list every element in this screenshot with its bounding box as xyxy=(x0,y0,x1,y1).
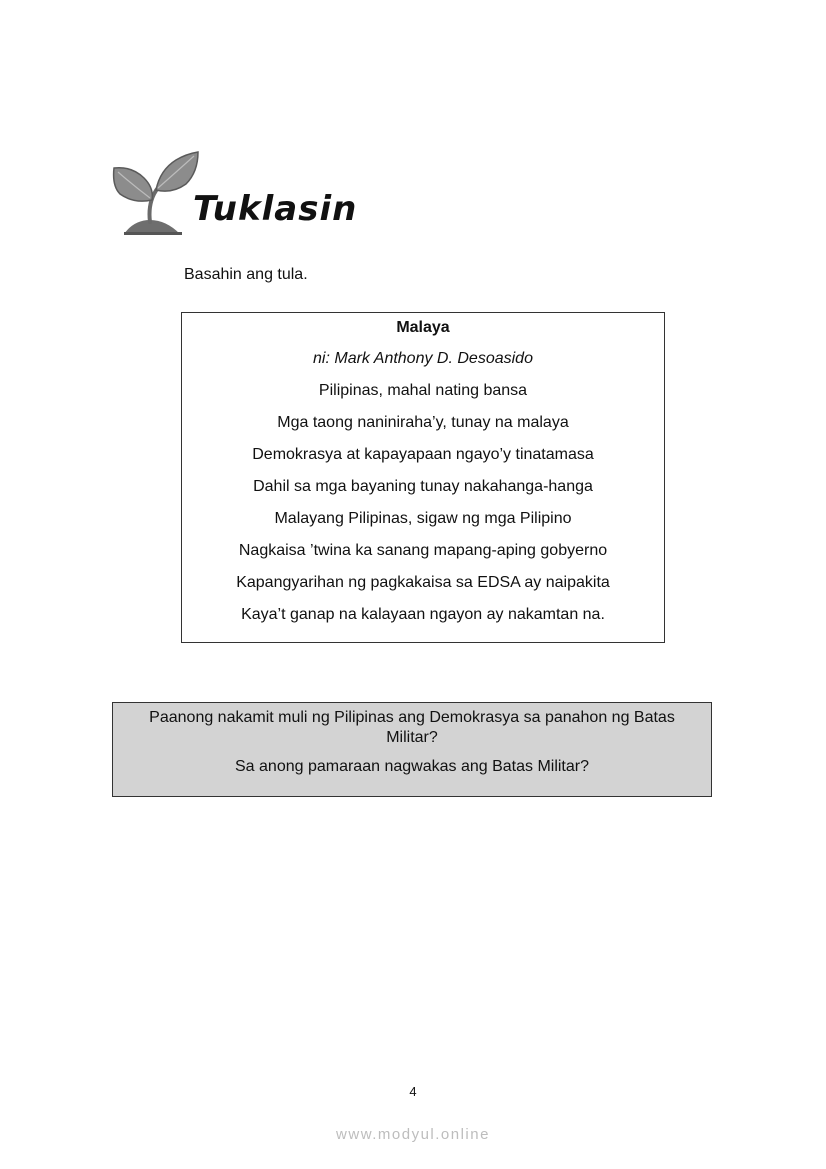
page-number: 4 xyxy=(409,1084,417,1099)
poem-line: Kaya’t ganap na kalayaan ngayon ay nakamtan na. xyxy=(241,606,605,623)
poem-line: Pilipinas, mahal nating bansa xyxy=(318,382,528,399)
poem-title: Malaya xyxy=(396,319,450,336)
poem-line: Kapangyarihan ng pagkakaisa sa EDSA ay naipakita xyxy=(236,574,610,591)
poem-author: ni: Mark Anthony D. Desoasido xyxy=(313,350,533,367)
seedling-icon xyxy=(110,150,200,236)
watermark-text: www.modyul.online xyxy=(336,1126,490,1143)
poem-line: Dahil sa mga bayaning tunay nakahanga-hanga xyxy=(253,478,593,495)
question-box xyxy=(112,702,712,797)
poem-line: Demokrasya at kapayapaan ngayo’y tinatamasa xyxy=(252,446,594,463)
poem-line: Malayang Pilipinas, sigaw ng mga Pilipino xyxy=(274,510,572,527)
question-text: Paanong nakamit muli ng Pilipinas ang Demokrasya sa panahon ng Batas Militar? xyxy=(149,709,675,746)
section-title: Tuklasin xyxy=(193,189,358,229)
poem-line: Mga taong naniniraha’y, tunay na malaya xyxy=(277,414,569,431)
poem-line: Nagkaisa ’twina ka sanang mapang-aping gobyerno xyxy=(238,542,608,559)
instruction-text: Basahin ang tula. xyxy=(184,266,308,283)
poem-box xyxy=(181,312,665,643)
question-text: Sa anong pamaraan nagwakas ang Batas Militar? xyxy=(235,758,589,775)
poem-lines xyxy=(182,382,664,638)
